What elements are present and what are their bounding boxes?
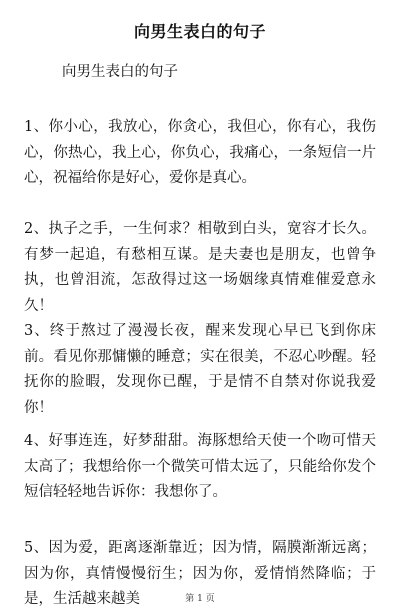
paragraph-5: 5、因为爱，距离逐渐靠近；因为情，隔膜渐渐远离；因为你，真情慢慢衍生；因为你，爱情悄然降临；于是，生活越来越美 [24, 540, 376, 607]
document-subtitle: 向男生表白的句子 [62, 64, 178, 80]
paragraph-1: 1、你小心，我放心，你贪心，我但心，你有心，我伤心，你热心，我上心，你负心，我痛心，一条短信一片心，祝福给你是好心，爱你是真心。 [24, 119, 376, 186]
paragraph-3: 3、终于熬过了漫漫长夜，醒来发现心早已飞到你床前。看见你那慵懒的睡意；实在很美，不忍心吵醒。轻抚你的脸暇，发现你已醒，于是情不自禁对你说我爱你！ [24, 323, 376, 416]
paragraph-4: 4、好事连连，好梦甜甜。海豚想给天使一个吻可惜天太高了；我想给你一个微笑可惜太远了，只能给你发个短信轻轻地告诉你：我想你了。 [24, 433, 376, 500]
page-number: 第 1 页 [185, 594, 215, 604]
document-title: 向男生表白的句子 [133, 22, 266, 41]
paragraph-2: 2、执子之手，一生何求？相敬到白头，宽容才长久。有梦一起追，有愁相互谋。是夫妻也是朋友，也曾争执，也曾泪流，怎敌得过这一场姻缘真情难催爱意永久！ [24, 221, 376, 314]
